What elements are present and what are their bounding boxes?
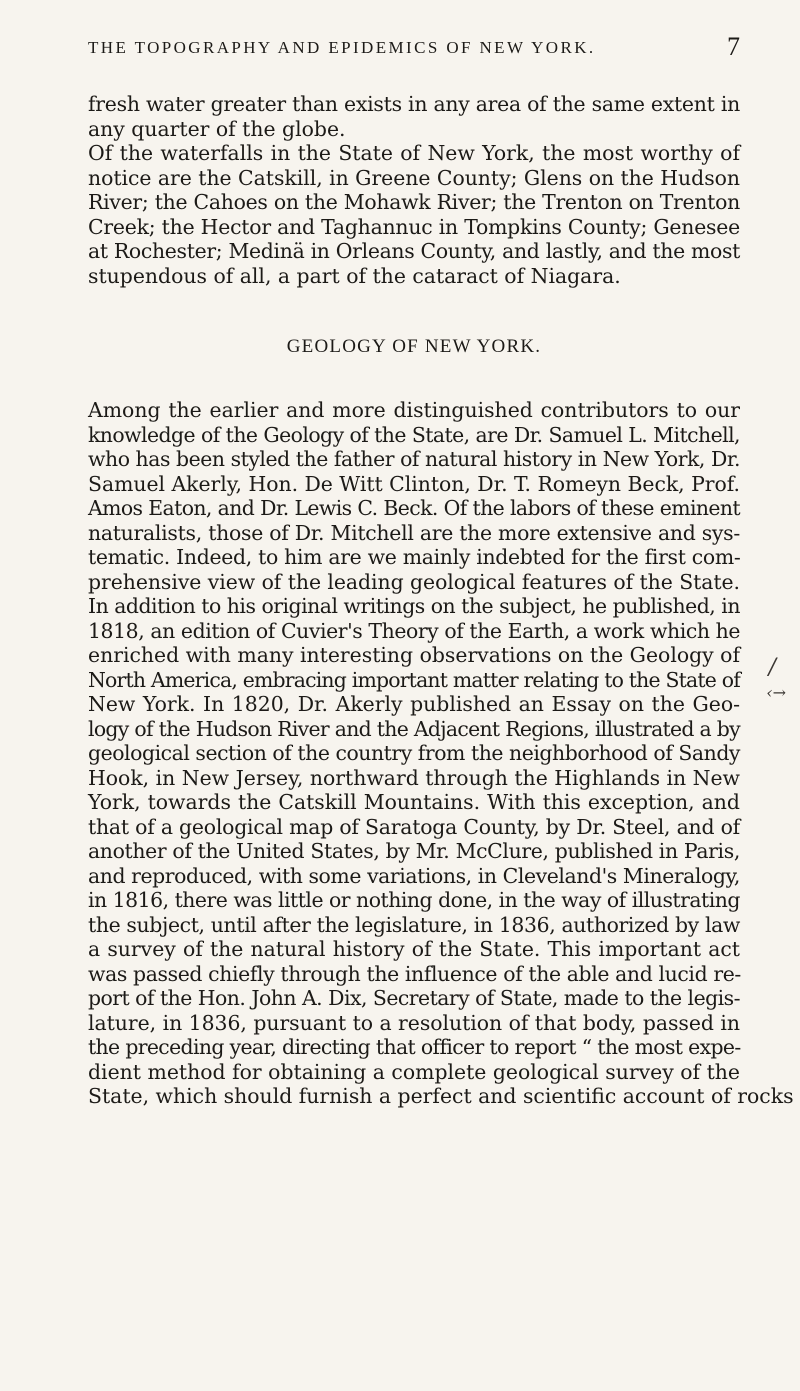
text-line: Samuel Akerly, Hon. De Witt Clinton, Dr. T. Romeyn Beck, Prof. — [88, 471, 740, 496]
text-line: who has been styled the father of natural history in New York, Dr. — [88, 447, 740, 471]
text-line: at Rochester; Medinä in Orleans County, and lastly, and the most — [88, 239, 740, 263]
text-line: a survey of the natural history of the State. This important act — [88, 937, 740, 961]
text-line: York, towards the Catskill Mountains. With this exception, and — [88, 790, 740, 814]
text-line: knowledge of the Geology of the State, are Dr. Samuel L. Mitchell, — [88, 422, 740, 447]
text-line: fresh water greater than exists in any area of the same extent in — [88, 92, 740, 116]
text-line: notice are the Catskill, in Greene County; Glens on the Hudson — [88, 165, 740, 190]
running-title: THE TOPOGRAPHY AND EPIDEMICS OF NEW YORK. — [88, 38, 596, 57]
text-line: in 1816, there was little or nothing done, in the way of illustrating — [88, 888, 740, 912]
section-heading: GEOLOGY OF NEW YORK. — [286, 336, 542, 357]
text-line: any quarter of the globe. — [88, 116, 346, 141]
text-line: the preceding year, directing that officer to report “ the most expe- — [88, 1035, 741, 1059]
margin-annotation: / — [768, 655, 776, 680]
text-line: geological section of the country from the neighborhood of Sandy — [88, 741, 740, 765]
book-page — [88, 32, 794, 1109]
text-line: New York. In 1820, Dr. Akerly published an Essay on the Geo- — [88, 692, 740, 716]
text-line: Amos Eaton, and Dr. Lewis C. Beck. Of the labors of these eminent — [88, 496, 740, 520]
text-line: port of the Hon. John A. Dix, Secretary of State, made to the legis- — [88, 986, 740, 1010]
text-line: stupendous of all, a part of the cataract of Niagara. — [88, 263, 621, 288]
text-line: that of a geological map of Saratoga County, by Dr. Steel, and of — [88, 814, 740, 839]
text-line: prehensive view of the leading geological features of the State. — [88, 569, 740, 594]
text-line: 1818, an edition of Cuvier's Theory of the Earth, a work which he — [88, 618, 740, 643]
text-line: naturalists, those of Dr. Mitchell are the more extensive and sys- — [88, 520, 740, 545]
paragraph-continuation — [88, 92, 740, 141]
text-line: State, which should furnish a perfect and scientific account of rocks — [88, 1084, 794, 1108]
text-line: River; the Cahoes on the Mohawk River; the Trenton on Trenton — [88, 190, 740, 214]
text-line: was passed chiefly through the influence of the able and lucid re- — [88, 961, 741, 986]
margin-annotation: ‹→ — [766, 683, 786, 702]
page-number: 7 — [727, 32, 740, 61]
text-line: Of the waterfalls in the State of New York, the most worthy of — [88, 141, 740, 165]
text-line: enriched with many interesting observations on the Geology of — [88, 643, 740, 667]
paragraph-geology — [88, 398, 794, 1109]
text-line: Hook, in New Jersey, northward through the Highlands in New — [88, 765, 740, 790]
text-line: logy of the Hudson River and the Adjacent Regions, illustrated a by — [88, 716, 740, 741]
paragraph-waterfalls — [88, 141, 740, 288]
text-line: dient method for obtaining a complete geological survey of the — [88, 1059, 740, 1084]
text-line: the subject, until after the legislature, in 1836, authorized by law — [88, 912, 740, 937]
text-line: lature, in 1836, pursuant to a resolution of that body, passed in — [88, 1010, 740, 1035]
text-line: Creek; the Hector and Taghannuc in Tompkins County; Genesee — [88, 214, 740, 239]
text-line: and reproduced, with some variations, in Cleveland's Mineralogy, — [88, 863, 740, 888]
text-line: In addition to his original writings on the subject, he published, in — [88, 594, 740, 618]
text-line: North America, embracing important matter relating to the State of — [88, 667, 740, 692]
running-head — [88, 32, 740, 68]
text-line: another of the United States, by Mr. McClure, published in Paris, — [88, 839, 740, 863]
text-line: tematic. Indeed, to him are we mainly indebted for the first com- — [88, 545, 741, 569]
text-line: Among the earlier and more distinguished contributors to our — [88, 398, 740, 422]
